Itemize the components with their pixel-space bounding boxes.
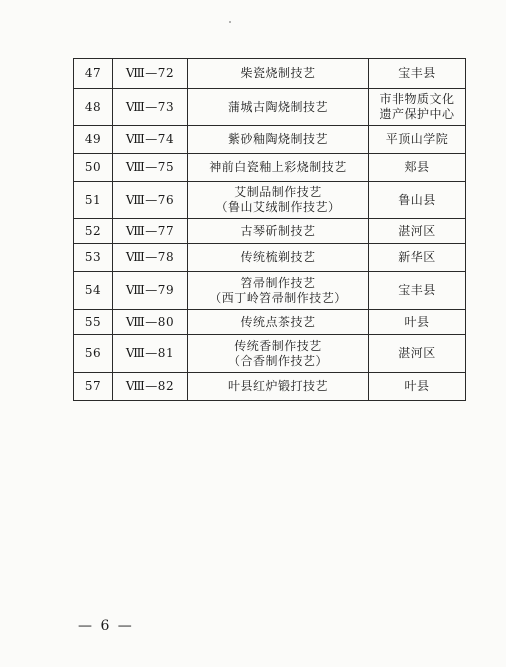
unit-line: 宝丰县	[398, 283, 436, 297]
cell-unit	[369, 154, 466, 182]
table-body	[74, 59, 466, 401]
unit-line: 遗产保护中心	[379, 107, 455, 121]
cell-unit	[369, 373, 466, 401]
heritage-project-table	[73, 58, 466, 401]
project-name-line: 传统香制作技艺	[234, 338, 322, 353]
cell-unit	[369, 59, 466, 89]
cell-code: Ⅷ—82	[113, 373, 188, 401]
project-name-line: 神前白瓷釉上彩烧制技艺	[209, 160, 347, 174]
project-name-line: 古琴斫制技艺	[240, 223, 316, 238]
cell-project-name	[188, 182, 369, 219]
cell-seq: 50	[74, 154, 113, 182]
cell-unit	[369, 244, 466, 272]
unit-line: 郏县	[404, 160, 430, 174]
table-row	[74, 244, 466, 272]
cell-unit	[369, 310, 466, 335]
scan-speck	[229, 21, 231, 23]
project-name-line: 传统点茶技艺	[240, 314, 316, 329]
cell-unit	[369, 272, 466, 310]
cell-seq: 55	[74, 310, 113, 335]
unit-line: 宝丰县	[398, 66, 436, 80]
unit-line: 市非物质文化	[379, 92, 455, 106]
cell-project-name	[188, 219, 369, 244]
cell-project-name	[188, 335, 369, 373]
cell-project-name	[188, 373, 369, 401]
cell-seq: 56	[74, 335, 113, 373]
cell-project-name	[188, 272, 369, 310]
cell-unit	[369, 219, 466, 244]
cell-project-name	[188, 310, 369, 335]
cell-unit	[369, 126, 466, 154]
table-row	[74, 373, 466, 401]
project-name-line: 紫砂釉陶烧制技艺	[227, 132, 328, 146]
table-row	[74, 272, 466, 310]
cell-project-name	[188, 126, 369, 154]
unit-line: 平顶山学院	[385, 132, 449, 146]
unit-line: 叶县	[404, 314, 430, 329]
cell-code: Ⅷ—73	[113, 89, 188, 126]
cell-unit	[369, 182, 466, 219]
table-row	[74, 219, 466, 244]
unit-line: 湛河区	[398, 346, 436, 360]
cell-code: Ⅷ—77	[113, 219, 188, 244]
cell-seq: 54	[74, 272, 113, 310]
project-name-line: （合香制作技艺）	[227, 353, 328, 368]
project-name-line: 传统梳剃技艺	[240, 250, 316, 264]
unit-line: 湛河区	[398, 223, 436, 238]
cell-code: Ⅷ—75	[113, 154, 188, 182]
project-name-line: （西丁岭笤帚制作技艺）	[209, 290, 347, 305]
project-name-line: 叶县红炉锻打技艺	[227, 379, 328, 393]
cell-seq: 48	[74, 89, 113, 126]
cell-code: Ⅷ—74	[113, 126, 188, 154]
project-name-line: 艾制品制作技艺	[234, 185, 322, 199]
table-row	[74, 310, 466, 335]
cell-seq: 53	[74, 244, 113, 272]
cell-code: Ⅷ—78	[113, 244, 188, 272]
cell-code: Ⅷ—76	[113, 182, 188, 219]
cell-code: Ⅷ—72	[113, 59, 188, 89]
cell-seq: 57	[74, 373, 113, 401]
table-row	[74, 89, 466, 126]
project-name-line: 笤帚制作技艺	[240, 275, 316, 290]
cell-seq: 47	[74, 59, 113, 89]
unit-line: 鲁山县	[398, 192, 436, 207]
cell-project-name	[188, 59, 369, 89]
unit-line: 新华区	[398, 250, 436, 264]
page-number: — 6 —	[78, 618, 134, 634]
table-row	[74, 59, 466, 89]
cell-project-name	[188, 89, 369, 126]
cell-unit	[369, 335, 466, 373]
cell-code: Ⅷ—81	[113, 335, 188, 373]
cell-project-name	[188, 154, 369, 182]
project-name-line: （鲁山艾绒制作技艺）	[215, 200, 341, 214]
cell-project-name	[188, 244, 369, 272]
table-row	[74, 126, 466, 154]
table-row	[74, 154, 466, 182]
cell-seq: 52	[74, 219, 113, 244]
cell-seq: 51	[74, 182, 113, 219]
cell-code: Ⅷ—80	[113, 310, 188, 335]
table-row	[74, 335, 466, 373]
project-name-line: 柴瓷烧制技艺	[240, 66, 316, 80]
unit-line: 叶县	[404, 379, 430, 393]
cell-seq: 49	[74, 126, 113, 154]
cell-unit	[369, 89, 466, 126]
cell-code: Ⅷ—79	[113, 272, 188, 310]
table-row	[74, 182, 466, 219]
project-name-line: 蒲城古陶烧制技艺	[227, 99, 328, 114]
